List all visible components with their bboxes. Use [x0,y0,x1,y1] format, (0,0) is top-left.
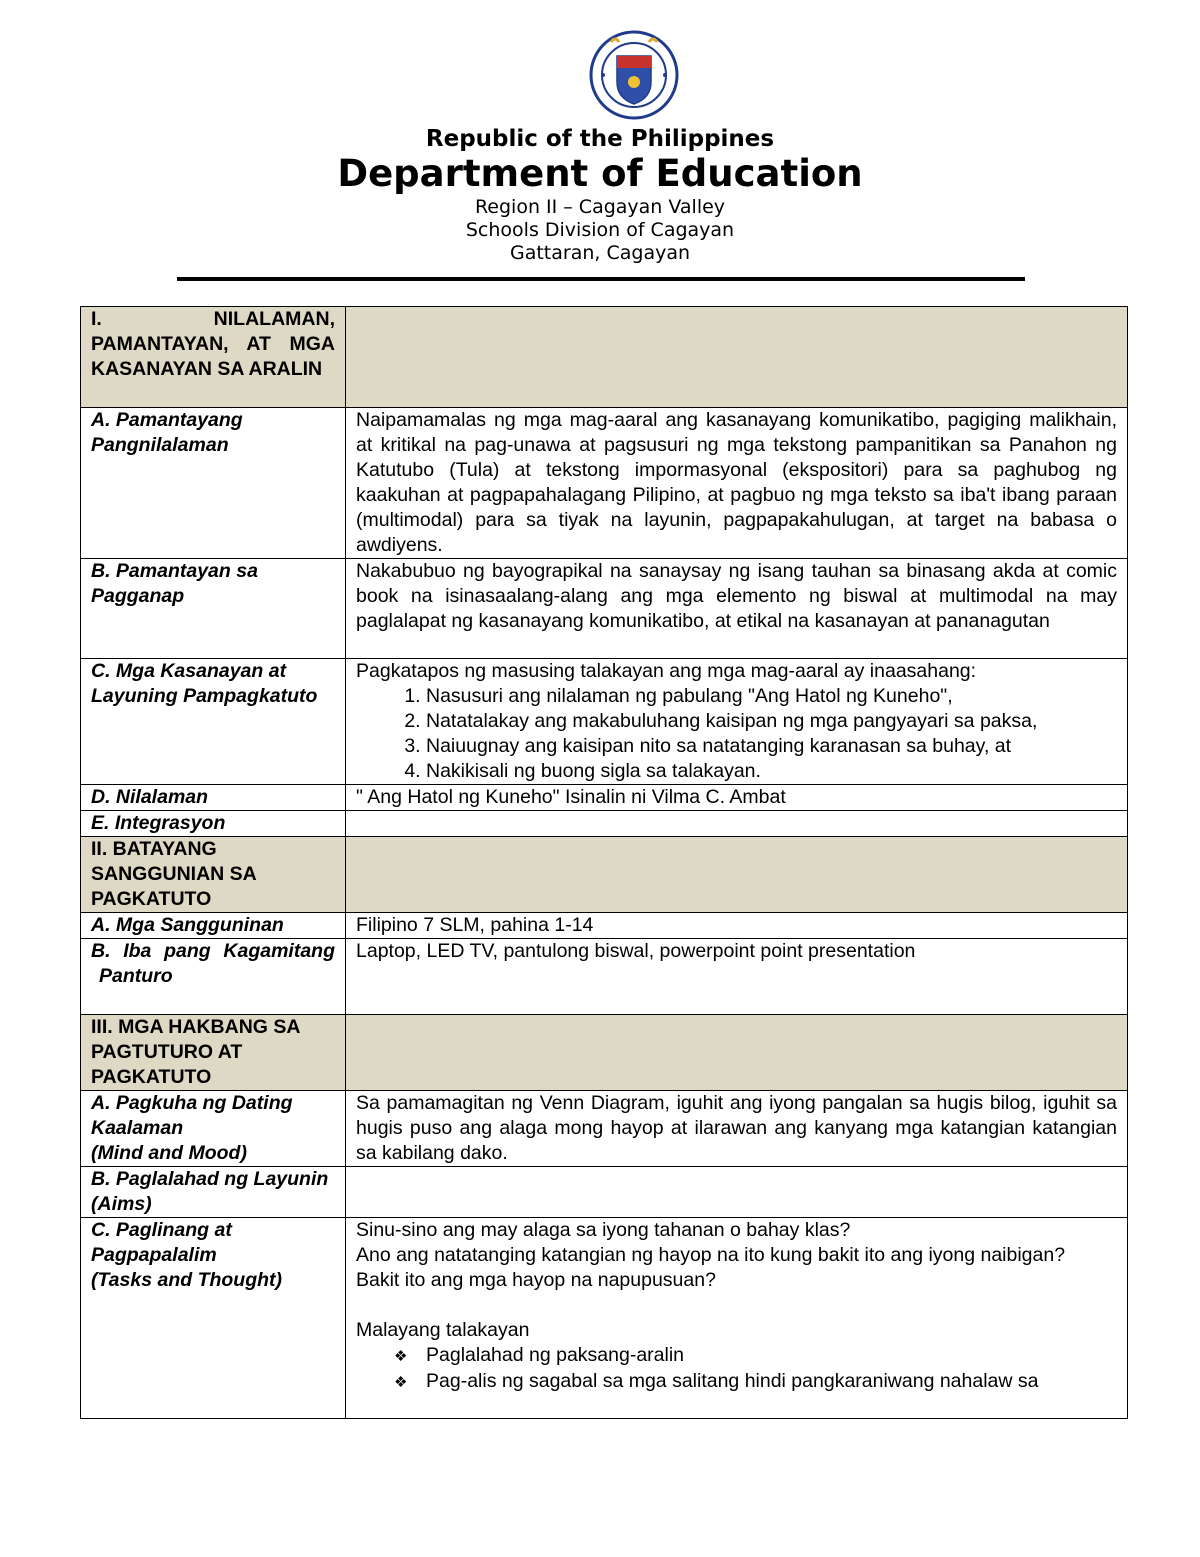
row-label-line: C. Paglinang at Pagpapalalim [91,1219,232,1266]
list-item [394,1343,1117,1369]
row-content [346,1167,1128,1218]
list-item: 3. Naiuugnay ang kaisipan nito sa natatanging karanasan sa buhay, at [426,734,1117,759]
division-line: Schools Division of Cagayan [465,219,735,241]
section-empty-cell [346,837,1128,913]
table-row [81,1091,1128,1167]
objectives-list [356,684,1117,784]
table-row [81,785,1128,811]
row-label: E. Integrasyon [81,811,346,837]
list-item: 2. Natatalakay ang makabuluhang kaisipan ng mga pangyayari sa paksa, [426,709,1117,734]
row-content: Sa pamamagitan ng Venn Diagram, iguhit ang iyong pangalan sa hugis bilog, iguhit sa hugis puso ang alaga mong hayop at ilarawan ang kanyang mga katangian katangian sa kabilang dako. [346,1091,1128,1167]
republic-heading: Republic of the Philippines [425,126,775,152]
row-content [346,811,1128,837]
table-row [81,1015,1128,1091]
deped-seal-logo [583,30,685,120]
row-label [81,939,346,1015]
row-label: D. Nilalaman [81,785,346,811]
row-content [346,1218,1128,1419]
row-content: Filipino 7 SLM, pahina 1-14 [346,913,1128,939]
table-row [81,408,1128,559]
row-label-line: B. Iba pang Kagamitang [91,940,335,962]
question-line: Ano ang natatanging katangian ng hayop na ito kung bakit ito ang iyong naibigan? [356,1244,1066,1266]
list-item-text: Pag-alis ng sagabal sa mga salitang hindi pangkaraniwang nahalaw sa [426,1370,1039,1392]
question-line: Bakit ito ang mga hayop na napupusuan? [356,1269,716,1291]
row-label [81,1218,346,1419]
department-heading: Department of Education [337,152,863,195]
table-row [81,659,1128,785]
section-title: III. MGA HAKBANG SA PAGTUTURO AT PAGKATUTO [81,1015,346,1091]
row-label: A. Mga Sangguninan [81,913,346,939]
discussion-list [356,1343,1117,1395]
table-row [81,307,1128,408]
list-item [394,1369,1117,1395]
row-label [81,1091,346,1167]
discussion-label: Malayang talakayan [356,1319,530,1341]
row-label: A. Pamantayang Pangnilalaman [81,408,346,559]
header-divider [177,277,1025,281]
table-row [81,1167,1128,1218]
row-label-line: Panturo [99,965,173,987]
table-row [81,837,1128,913]
section-title: I. NILALAMAN, PAMANTAYAN, AT MGA KASANAYAN SA ARALIN [81,307,346,408]
row-label-line: (Tasks and Thought) [91,1269,283,1291]
table-row [81,939,1128,1015]
row-content: Nakabubuo ng bayograpikal na sanaysay ng isang tauhan sa binasang akda at comic book na isinasaalang-alang ang mga elemento ng biswal at multimodal na may paglalapat ng kasanayang komunikatibo, at etikal na kasanayan at pananagutan [346,559,1128,659]
row-label: B. Paglalahad ng Layunin (Aims) [81,1167,346,1218]
table-row [81,1218,1128,1419]
row-label: B. Pamantayan sa Pagganap [81,559,346,659]
table-row [81,559,1128,659]
list-item: 4. Nakikisali ng buong sigla sa talakayan. [426,759,1117,784]
place-line: Gattaran, Cagayan [509,242,691,264]
row-content: Naipamamalas ng mga mag-aaral ang kasanayang komunikatibo, pagiging malikhain, at kritikal na pag-unawa at pagsusuri ng mga tekstong pampanitikan sa Panahon ng Katutubo (Tula) at tekstong impormasyonal (ekspositori) para sa paghubog ng kaakuhan at pagpapahalagang Pilipino, at pagbuo ng mga teksto sa iba't ibang paraan (multimodal) para sa tiyak na layunin, pagpapakahulugan, at target na babasa o awdiyens. [346,408,1128,559]
section-empty-cell [346,307,1128,408]
row-label-line: A. Pagkuha ng Dating Kaalaman [91,1092,293,1139]
table-row [81,913,1128,939]
question-line: Sinu-sino ang may alaga sa iyong tahanan o bahay klas? [356,1219,851,1241]
section-title: II. BATAYANG SANGGUNIAN SA PAGKATUTO [81,837,346,913]
lesson-plan-table [80,306,1128,1419]
section-empty-cell [346,1015,1128,1091]
spacer [356,1293,1117,1318]
row-content: " Ang Hatol ng Kuneho" Isinalin ni Vilma C. Ambat [346,785,1128,811]
objectives-intro: Pagkatapos ng masusing talakayan ang mga mag-aaral ay inaasahang: [356,660,977,682]
row-label: C. Mga Kasanayan at Layuning Pampagkatuto [81,659,346,785]
region-line: Region II – Cagayan Valley [474,196,726,218]
list-item-text: Paglalahad ng paksang-aralin [426,1344,685,1366]
table-row [81,811,1128,837]
row-content: Laptop, LED TV, pantulong biswal, powerpoint point presentation [346,939,1128,1015]
row-label-line: (Mind and Mood) [91,1142,247,1164]
row-content [346,659,1128,785]
list-item: 1. Nasusuri ang nilalaman ng pabulang "Ang Hatol ng Kuneho", [426,684,1117,709]
